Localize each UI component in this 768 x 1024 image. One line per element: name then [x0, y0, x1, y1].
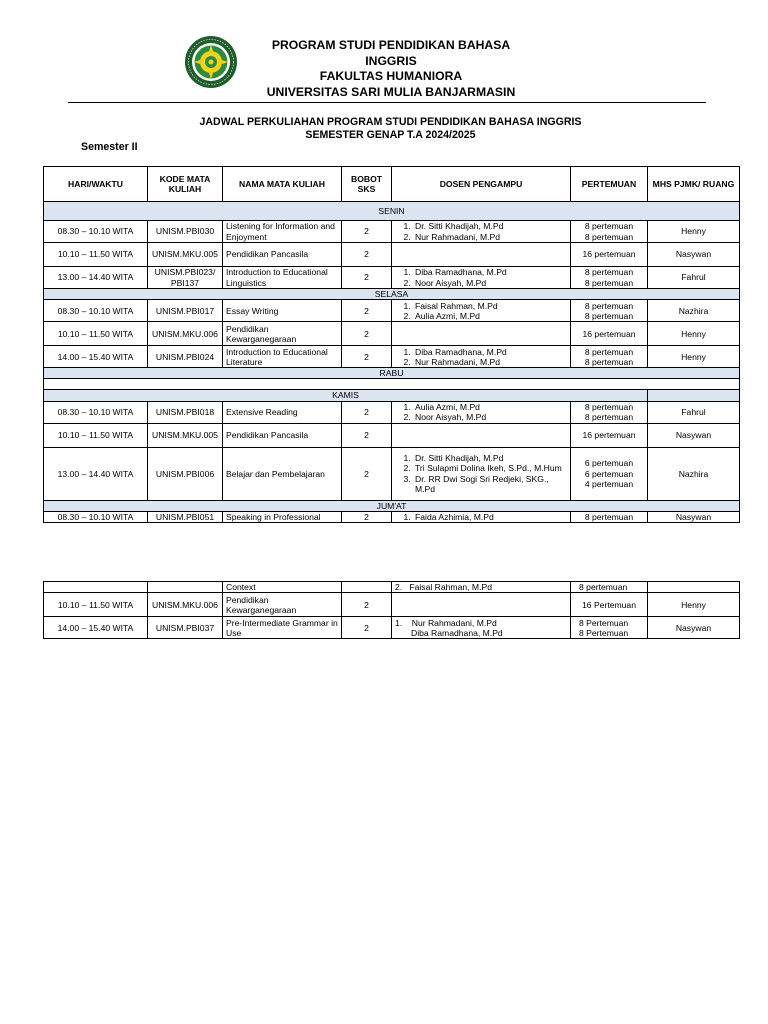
pjmk-cell: Nasywan — [648, 617, 740, 639]
meetings-item: 8 pertemuan — [584, 310, 634, 321]
table-row — [44, 423, 740, 447]
sks-cell: 2 — [342, 511, 392, 522]
meetings-cell — [571, 401, 648, 423]
lecturer-item: 2. Aulia Azmi, M.Pd — [413, 311, 567, 321]
lecturer-item-row — [395, 628, 567, 638]
lecturer-item: 2. Tri Sulapmi Dolina Ikeh, S.Pd., M.Hum — [413, 463, 567, 473]
lecturer-cell — [392, 401, 571, 423]
lecturer-item: Nur Rahmadani, M.Pd — [411, 617, 497, 628]
university-seal-logo — [184, 35, 238, 89]
meetings-item: 8 pertemuan — [584, 267, 634, 278]
meetings-cell — [571, 322, 648, 346]
col-header-time: HARI/WAKTU — [44, 167, 148, 202]
code-cell: UNISM.PBI024 — [148, 346, 223, 368]
course-cell: Listening for Information and Enjoyment — [223, 221, 342, 243]
meetings-item: 16 pertemuan — [582, 328, 636, 339]
lecturer-cell — [392, 221, 571, 243]
institution-heading — [248, 38, 534, 100]
code-cell: UNISM.MKU.005 — [148, 243, 223, 267]
lecturer-item: 1. Aulia Azmi, M.Pd — [413, 402, 567, 412]
course-cell: Pre-Intermediate Grammar in Use — [223, 617, 342, 639]
sks-cell: 2 — [342, 447, 392, 500]
col-header-course: NAMA MATA KULIAH — [223, 167, 342, 202]
lecturer-cell — [392, 346, 571, 368]
pjmk-cell: Henny — [648, 221, 740, 243]
meetings-cell — [571, 346, 648, 368]
lecturer-cell — [392, 300, 571, 322]
header-divider — [68, 102, 706, 103]
course-cell: Pendidikan Kewarganegaraan — [223, 593, 342, 617]
semester-label: Semester II — [81, 141, 138, 153]
meetings-item: 8 pertemuan — [584, 346, 634, 357]
code-cell: UNISM.MKU.006 — [148, 593, 223, 617]
meetings-item: 8 Pertemuan — [579, 627, 629, 638]
time-cell: 10.10 – 11.50 WITA — [44, 593, 148, 617]
code-cell — [148, 582, 223, 593]
lecturer-cell — [392, 243, 571, 267]
lecturer-cell — [392, 447, 571, 500]
lecturer-cell — [392, 322, 571, 346]
code-cell: UNISM.PBI018 — [148, 401, 223, 423]
time-cell: 13.00 – 14.40 WITA — [44, 447, 148, 500]
code-cell: UNISM.PBI030 — [148, 221, 223, 243]
faculty-name: FAKULTAS HUMANIORA — [319, 69, 463, 83]
lecturer-cell — [392, 582, 571, 593]
day-row-selasa — [44, 289, 740, 300]
col-header-sks: BOBOT SKS — [342, 167, 392, 202]
meetings-item: 8 pertemuan — [584, 277, 634, 288]
lecturer-item: 2. Nur Rahmadani, M.Pd — [413, 232, 567, 242]
lecturer-number: 2. — [395, 582, 403, 592]
meetings-cell — [571, 243, 648, 267]
table-row — [44, 617, 740, 639]
day-row-jumat — [44, 500, 740, 511]
meetings-item: 6 pertemuan — [584, 458, 634, 469]
lecturer-item: 2. Nur Rahmadani, M.Pd — [413, 357, 567, 367]
col-header-pjmk: MHS PJMK/ RUANG — [648, 167, 740, 202]
col-header-code: KODE MATA KULIAH — [148, 167, 223, 202]
time-cell: 10.10 – 11.50 WITA — [44, 322, 148, 346]
sks-cell: 2 — [342, 423, 392, 447]
table-header-row — [44, 167, 740, 202]
meetings-cell — [571, 300, 648, 322]
day-label: RABU — [44, 368, 740, 379]
schedule-table — [43, 166, 740, 523]
lecturer-cell — [392, 511, 571, 522]
table-row — [44, 300, 740, 322]
sks-cell: 2 — [342, 267, 392, 289]
schedule-table-continued — [43, 581, 740, 639]
lecturer-item: 1. Diba Ramadhana, M.Pd — [413, 267, 567, 277]
pjmk-cell — [648, 582, 740, 593]
day-label: SELASA — [44, 289, 740, 300]
table-row — [44, 346, 740, 368]
pjmk-cell: Henny — [648, 593, 740, 617]
course-cell: Speaking in Professional — [223, 511, 342, 522]
code-cell: UNISM.PBI023/ PBI137 — [148, 267, 223, 289]
lecturer-item-row — [395, 618, 567, 628]
course-cell: Extensive Reading — [223, 401, 342, 423]
time-cell: 08.30 – 10.10 WITA — [44, 300, 148, 322]
meetings-cell — [571, 617, 648, 639]
pjmk-cell: Fahrul — [648, 267, 740, 289]
code-cell: UNISM.PBI006 — [148, 447, 223, 500]
time-cell: 08.30 – 10.10 WITA — [44, 511, 148, 522]
sks-cell: 2 — [342, 346, 392, 368]
code-cell: UNISM.MKU.005 — [148, 423, 223, 447]
meetings-cell: 8 pertemuan — [571, 511, 648, 522]
meetings-cell: 8 pertemuan — [571, 582, 648, 593]
lecturer-item: 2. Noor Aisyah, M.Pd — [413, 412, 567, 422]
code-cell: UNISM.PBI051 — [148, 511, 223, 522]
code-cell: UNISM.MKU.006 — [148, 322, 223, 346]
meetings-cell — [571, 267, 648, 289]
pjmk-cell: Nazhira — [648, 300, 740, 322]
course-cell: Pendidikan Pancasila — [223, 243, 342, 267]
time-cell: 08.30 – 10.10 WITA — [44, 401, 148, 423]
sks-cell: 2 — [342, 300, 392, 322]
lecturer-item: Diba Ramadhana, M.Pd — [411, 627, 503, 638]
sks-cell: 2 — [342, 221, 392, 243]
meetings-item: 16 pertemuan — [582, 249, 636, 260]
lecturer-cell — [392, 593, 571, 617]
title-line-2: SEMESTER GENAP T.A 2024/2025 — [305, 128, 476, 141]
meetings-cell — [571, 447, 648, 500]
meetings-item: 6 pertemuan — [584, 468, 634, 479]
table-row — [44, 447, 740, 500]
pjmk-cell: Nasywan — [648, 511, 740, 522]
day-label-spacer — [648, 390, 740, 401]
table-row — [44, 593, 740, 617]
university-name: UNIVERSITAS SARI MULIA BANJARMASIN — [266, 84, 516, 99]
meetings-item: 16 pertemuan — [582, 430, 636, 440]
course-cell: Introduction to Educational Linguistics — [223, 267, 342, 289]
pjmk-cell: Henny — [648, 322, 740, 346]
code-cell: UNISM.PBI017 — [148, 300, 223, 322]
pjmk-cell: Nasywan — [648, 423, 740, 447]
course-cell: Pendidikan Kewarganegaraan — [223, 322, 342, 346]
table-row — [44, 511, 740, 522]
pjmk-cell: Fahrul — [648, 401, 740, 423]
sks-cell: 2 — [342, 617, 392, 639]
lecturer-number: 1. — [395, 617, 403, 628]
course-cell: Introduction to Educational Literature — [223, 346, 342, 368]
meetings-cell — [571, 221, 648, 243]
course-cell: Essay Writing — [223, 300, 342, 322]
day-row-rabu — [44, 368, 740, 379]
program-name: PROGRAM STUDI PENDIDIKAN BAHASA INGGRIS — [271, 38, 511, 68]
document-title — [0, 116, 768, 141]
table-row — [44, 582, 740, 593]
meetings-item: 8 pertemuan — [584, 231, 634, 242]
meetings-item: 8 pertemuan — [584, 221, 634, 232]
sks-cell: 2 — [342, 322, 392, 346]
lecturer-item: Faisal Rahman, M.Pd — [409, 582, 492, 592]
time-cell: 10.10 – 11.50 WITA — [44, 243, 148, 267]
sks-cell — [342, 582, 392, 593]
meetings-item: 4 pertemuan — [584, 478, 634, 489]
col-header-meetings: PERTEMUAN — [571, 167, 648, 202]
lecturer-cell — [392, 423, 571, 447]
lecturer-item: 1. Dr. Sitti Khadijah, M.Pd — [413, 221, 567, 231]
time-cell: 10.10 – 11.50 WITA — [44, 423, 148, 447]
day-label: JUM'AT — [44, 500, 740, 511]
meetings-cell — [571, 423, 648, 447]
lecturer-cell — [392, 617, 571, 639]
time-cell: 08.30 – 10.10 WITA — [44, 221, 148, 243]
time-cell: 13.00 – 14.40 WITA — [44, 267, 148, 289]
sks-cell: 2 — [342, 401, 392, 423]
title-line-1: JADWAL PERKULIAHAN PROGRAM STUDI PENDIDIKAN BAHASA INGGRIS — [199, 116, 582, 128]
meetings-item: 16 Pertemuan — [582, 599, 636, 610]
table-row — [44, 221, 740, 243]
lecturer-cell — [392, 267, 571, 289]
day-label: KAMIS — [44, 390, 648, 401]
empty-row — [44, 379, 740, 390]
day-row-senin — [44, 202, 740, 221]
meetings-item: 8 pertemuan — [584, 300, 634, 311]
meetings-cell — [571, 593, 648, 617]
lecturer-item: 1. Dr. Sitti Khadijah, M.Pd — [413, 453, 567, 463]
course-cell: Belajar dan Pembelajaran — [223, 447, 342, 500]
lecturer-item: 1. Faisal Rahman, M.Pd — [413, 301, 567, 311]
pjmk-cell: Nasywan — [648, 243, 740, 267]
time-cell — [44, 582, 148, 593]
day-label: SENIN — [44, 202, 740, 221]
sks-cell: 2 — [342, 243, 392, 267]
pjmk-cell: Nazhira — [648, 447, 740, 500]
course-cell: Context — [223, 582, 342, 593]
table-row — [44, 243, 740, 267]
time-cell: 14.00 – 15.40 WITA — [44, 617, 148, 639]
col-header-lecturer: DOSEN PENGAMPU — [392, 167, 571, 202]
lecturer-item: 2. Noor Aisyah, M.Pd — [413, 278, 567, 288]
meetings-item: 8 pertemuan — [584, 412, 634, 423]
day-row-kamis — [44, 390, 740, 401]
lecturer-item: 3. Dr. RR Dwi Sogi Sri Redjeki, SKG., M.Pd — [413, 474, 567, 494]
meetings-item: 8 pertemuan — [584, 356, 634, 367]
table-row — [44, 267, 740, 289]
code-cell: UNISM.PBI037 — [148, 617, 223, 639]
pjmk-cell: Henny — [648, 346, 740, 368]
table-row — [44, 401, 740, 423]
meetings-item: 8 Pertemuan — [579, 617, 629, 628]
course-cell: Pendidikan Pancasila — [223, 423, 342, 447]
meetings-item: 8 pertemuan — [584, 401, 634, 412]
lecturer-item: 1. Faida Azhimia, M.Pd — [413, 512, 567, 522]
table-row — [44, 322, 740, 346]
time-cell: 14.00 – 15.40 WITA — [44, 346, 148, 368]
sks-cell: 2 — [342, 593, 392, 617]
lecturer-item: 1. Diba Ramadhana, M.Pd — [413, 347, 567, 357]
empty-cell — [44, 379, 740, 390]
